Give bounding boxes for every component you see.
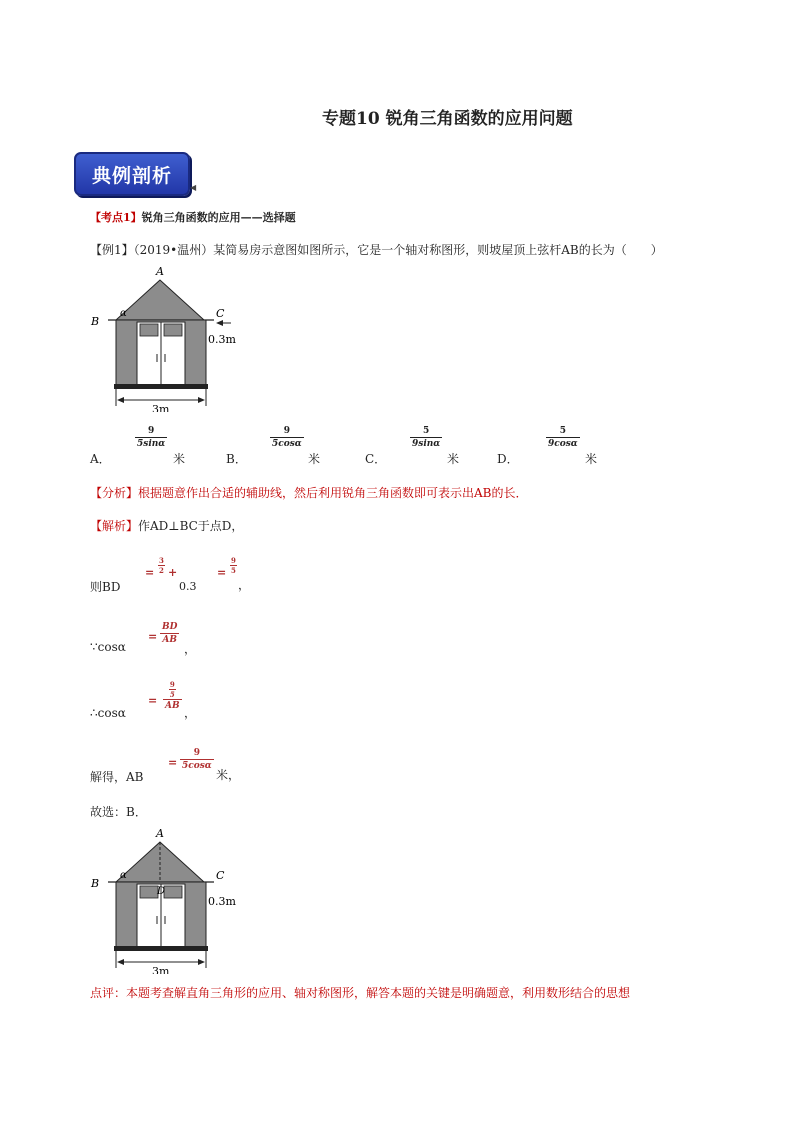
door-window-right: [164, 324, 182, 336]
label-height: 0.3m: [208, 333, 236, 346]
option-a-unit: 米: [173, 452, 186, 466]
step1-eq2: =: [217, 566, 227, 579]
label-a: A: [156, 265, 164, 278]
label-b: B: [91, 877, 100, 890]
badge-marker: ◀: [190, 183, 197, 192]
label-alpha: α: [120, 308, 127, 319]
door-window-left: [140, 886, 158, 898]
option-b-num: 9: [283, 426, 290, 436]
option-d-num: 5: [559, 426, 566, 436]
step4-prefix: 解得，AB: [90, 770, 144, 784]
house-figure-2: [86, 824, 246, 974]
step1-add: 0.3: [179, 580, 197, 593]
arrow-right: [198, 959, 205, 965]
floor-base: [114, 946, 208, 951]
arrow-left: [117, 959, 124, 965]
comment: 点评：本题考查解直角三角形的应用、轴对称图形，解答本题的关键是明确题意，利用数形结合的思想: [90, 986, 631, 1000]
option-c-letter: C．: [365, 452, 387, 466]
height-arrow: [216, 320, 223, 326]
label-d: D: [157, 886, 166, 897]
option-c-fraction: [410, 426, 442, 449]
door-window-right: [164, 886, 182, 898]
floor-base: [114, 384, 208, 389]
house-figure-1: [86, 262, 246, 412]
option-a-num: 9: [147, 426, 155, 436]
step3-suffix: ，: [184, 706, 197, 720]
option-b-den: 5cosα: [272, 439, 302, 449]
arrow-left: [117, 397, 124, 403]
section-badge: 典例剖析: [74, 152, 190, 196]
step4-num: 9: [193, 748, 200, 758]
step2-eq: =: [148, 630, 158, 643]
option-d-fraction: [546, 426, 580, 449]
kaodian-text: 锐角三角函数的应用——选择题: [141, 211, 296, 224]
step1-frac: [158, 556, 165, 575]
kaodian-heading: [90, 209, 296, 225]
step3-frac: [163, 680, 182, 711]
question-text: 【例1】（2019•温州）某简易房示意图如图所示，它是一个轴对称图形，则坡屋顶上弦杆AB的长为（ ）: [90, 243, 663, 257]
option-b-fraction: [270, 426, 304, 449]
step1-eq1: =: [145, 566, 155, 579]
label-width: 3m: [152, 965, 170, 974]
analysis-tag: 【分析】: [90, 486, 139, 500]
option-c-num: 5: [422, 426, 430, 436]
solution-tag: 【解析】: [90, 519, 139, 533]
step3-inner-den: 5: [169, 690, 175, 699]
option-c-den: 9sinα: [412, 439, 441, 449]
step3-eq: =: [148, 694, 158, 707]
step4-unit: 米，: [216, 768, 241, 782]
step3-inner-frac: [169, 680, 176, 699]
step2-frac: [160, 622, 179, 645]
option-a-den: 5sinα: [137, 439, 166, 449]
step4-den: 5cosα: [182, 761, 212, 771]
step2-suffix: ，: [184, 642, 197, 656]
page-title: 专题10 锐角三角函数的应用问题: [322, 109, 573, 129]
label-b: B: [91, 315, 100, 328]
analysis-text: 根据题意作出合适的辅助线，然后利用锐角三角函数即可表示出AB的长．: [138, 486, 528, 500]
step4-eq: =: [168, 756, 178, 769]
kaodian-prefix: 【考点1】: [90, 211, 142, 224]
option-b-letter: B．: [226, 452, 247, 466]
step1-prefix: 则BD: [90, 580, 121, 594]
label-width: 3m: [152, 403, 170, 412]
option-c-unit: 米: [447, 452, 460, 466]
option-a-fraction: [135, 426, 167, 449]
solution-intro: [90, 517, 243, 534]
analysis: [90, 484, 528, 501]
label-height: 0.3m: [208, 895, 236, 908]
step3-den: AB: [165, 701, 180, 711]
step1-plus: +: [168, 566, 178, 579]
step2-prefix: ∵cosα: [90, 640, 126, 654]
arrow-right: [198, 397, 205, 403]
step1-frac-den: 2: [159, 566, 164, 575]
step2-den: AB: [162, 635, 177, 645]
option-d-letter: D．: [497, 452, 519, 466]
option-d-unit: 米: [585, 452, 598, 466]
option-d-den: 9cosα: [548, 439, 578, 449]
step3-prefix: ∴cosα: [90, 706, 126, 720]
step2-num: BD: [162, 622, 178, 632]
roof: [116, 280, 204, 320]
solution-intro-text: 作AD⊥BC于点D，: [138, 519, 244, 533]
answer-line: 故选：B．: [90, 805, 147, 819]
label-alpha: α: [120, 870, 127, 881]
option-a-letter: A．: [90, 452, 111, 466]
step1-suffix: ，: [238, 578, 251, 592]
option-b-unit: 米: [308, 452, 321, 466]
step1-result-den: 5: [231, 566, 236, 575]
door-window-left: [140, 324, 158, 336]
step1-result-num: 9: [231, 556, 236, 565]
label-c: C: [216, 307, 225, 320]
step1-result: [230, 556, 237, 575]
step4-frac: [180, 748, 214, 771]
step3-inner-num: 9: [169, 680, 175, 689]
label-a: A: [156, 827, 164, 840]
step1-frac-num: 3: [159, 556, 164, 565]
label-c: C: [216, 869, 225, 882]
